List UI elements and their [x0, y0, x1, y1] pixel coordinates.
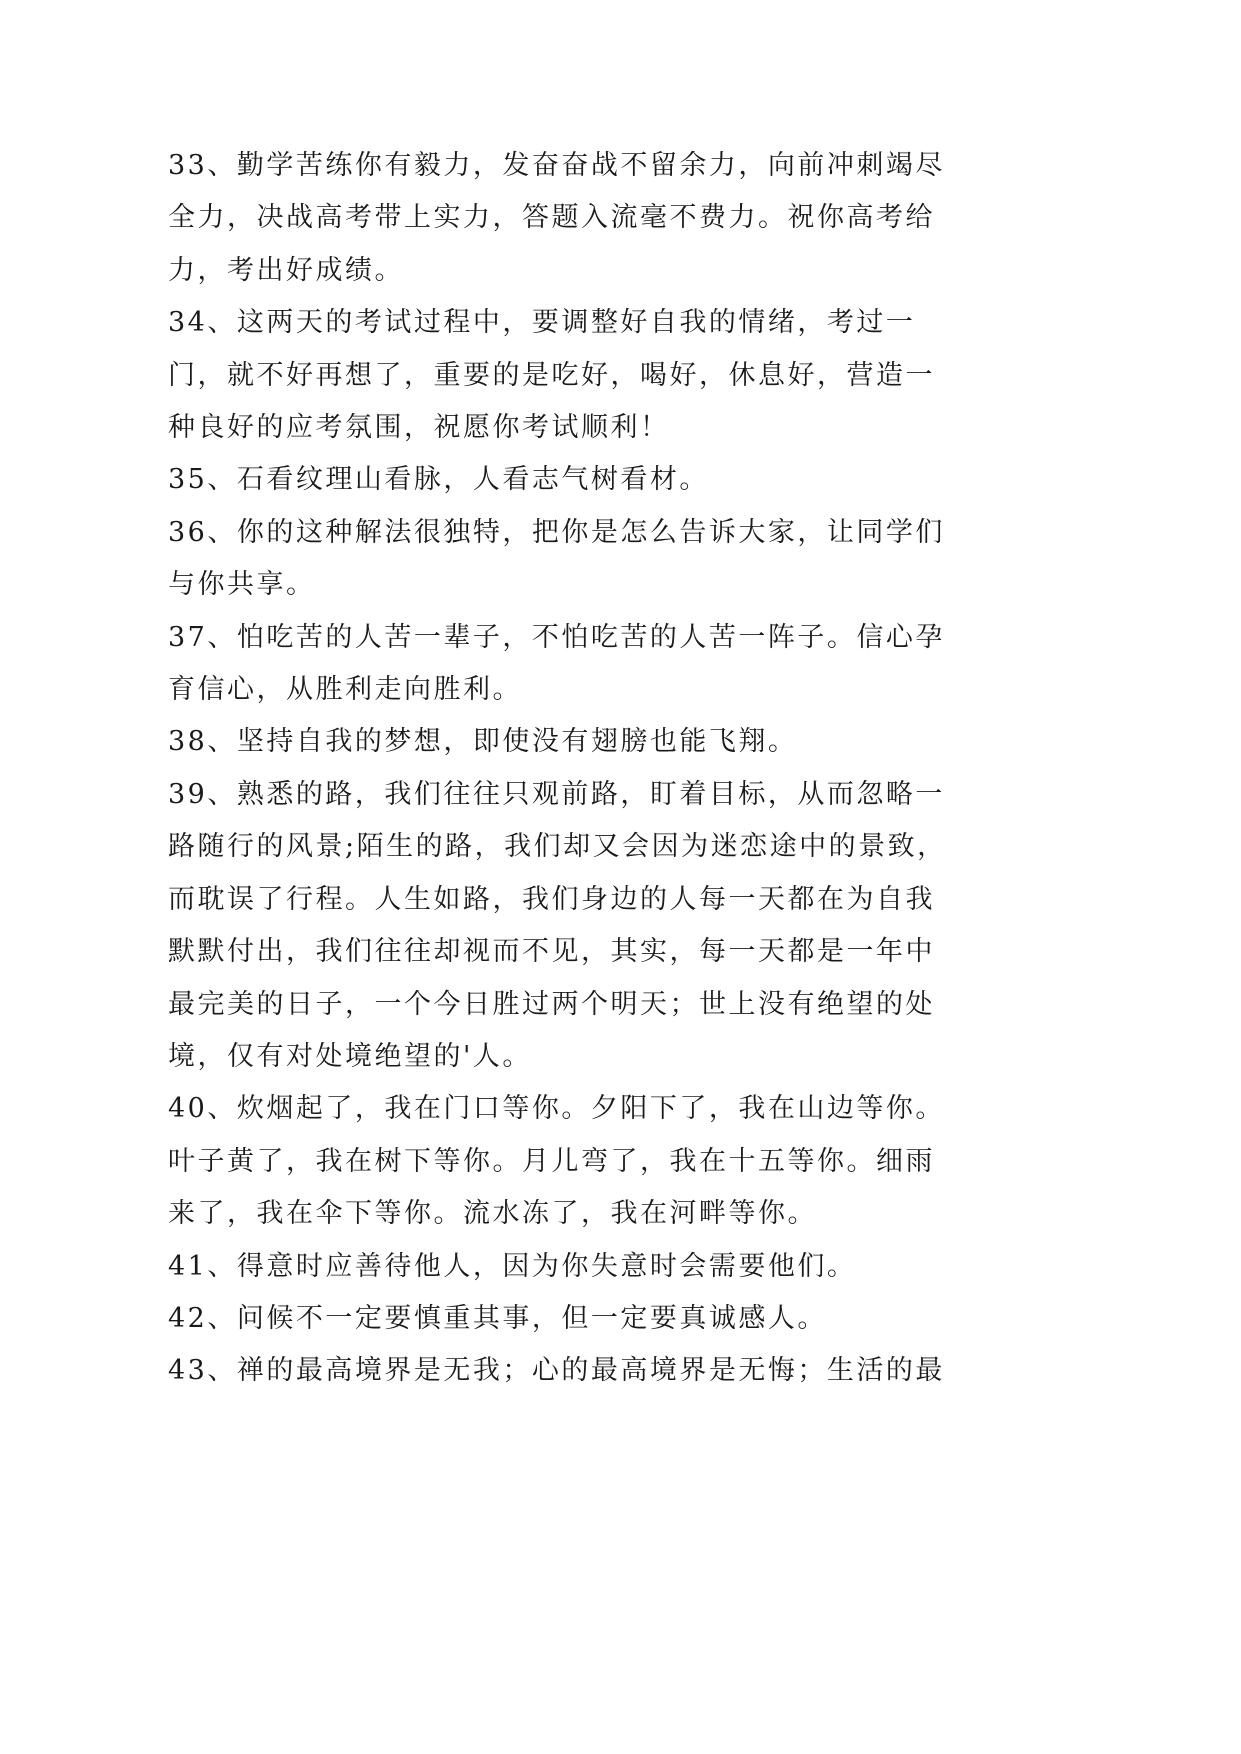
paragraph-39: 39、熟悉的路，我们往往只观前路，盯着目标，从而忽略一路随行的风景;陌生的路，我们却又会因为迷恋途中的景致，而耽误了行程。人生如路，我们身边的人每一天都在为自我默默付出，我们往往却视而不见，其实，每一天都是一年中最完美的日子，一个今日胜过两个明天；世上没有绝望的处境，仅有对处境绝望的'人。: [168, 778, 947, 1072]
paragraph-33: 33、勤学苦练你有毅力，发奋奋战不留余力，向前冲刺竭尽全力，决战高考带上实力，答题入流毫不费力。祝你高考给力，考出好成绩。: [168, 150, 945, 286]
paragraph-43: 43、禅的最高境界是无我；心的最高境界是无悔；生活的最: [168, 1355, 945, 1387]
paragraph-37: 37、怕吃苦的人苦一辈子，不怕吃苦的人苦一阵子。信心孕育信心，从胜利走向胜利。: [168, 621, 945, 706]
paragraph-35: 35、石看纹理山看脉，人看志气树看材。: [168, 464, 709, 496]
paragraph-34: 34、这两天的考试过程中，要调整好自我的情绪，考过一门，就不好再想了，重要的是吃好，喝好，休息好，营造一种良好的应考氛围，祝愿你考试顺利！: [168, 307, 935, 444]
paragraph-36: 36、你的这种解法很独特，把你是怎么告诉大家，让同学们与你共享。: [168, 516, 945, 601]
document-body: [168, 140, 948, 1398]
paragraph-41: 41、得意时应善待他人，因为你失意时会需要他们。: [168, 1250, 857, 1282]
paragraph-42: 42、问候不一定要慎重其事，但一定要真诚感人。: [168, 1302, 827, 1334]
paragraph-38: 38、坚持自我的梦想，即使没有翅膀也能飞翔。: [168, 726, 798, 758]
paragraph-40: 40、炊烟起了，我在门口等你。夕阳下了，我在山边等你。叶子黄了，我在树下等你。月儿弯了，我在十五等你。细雨来了，我在伞下等你。流水冻了，我在河畔等你。: [168, 1093, 945, 1230]
